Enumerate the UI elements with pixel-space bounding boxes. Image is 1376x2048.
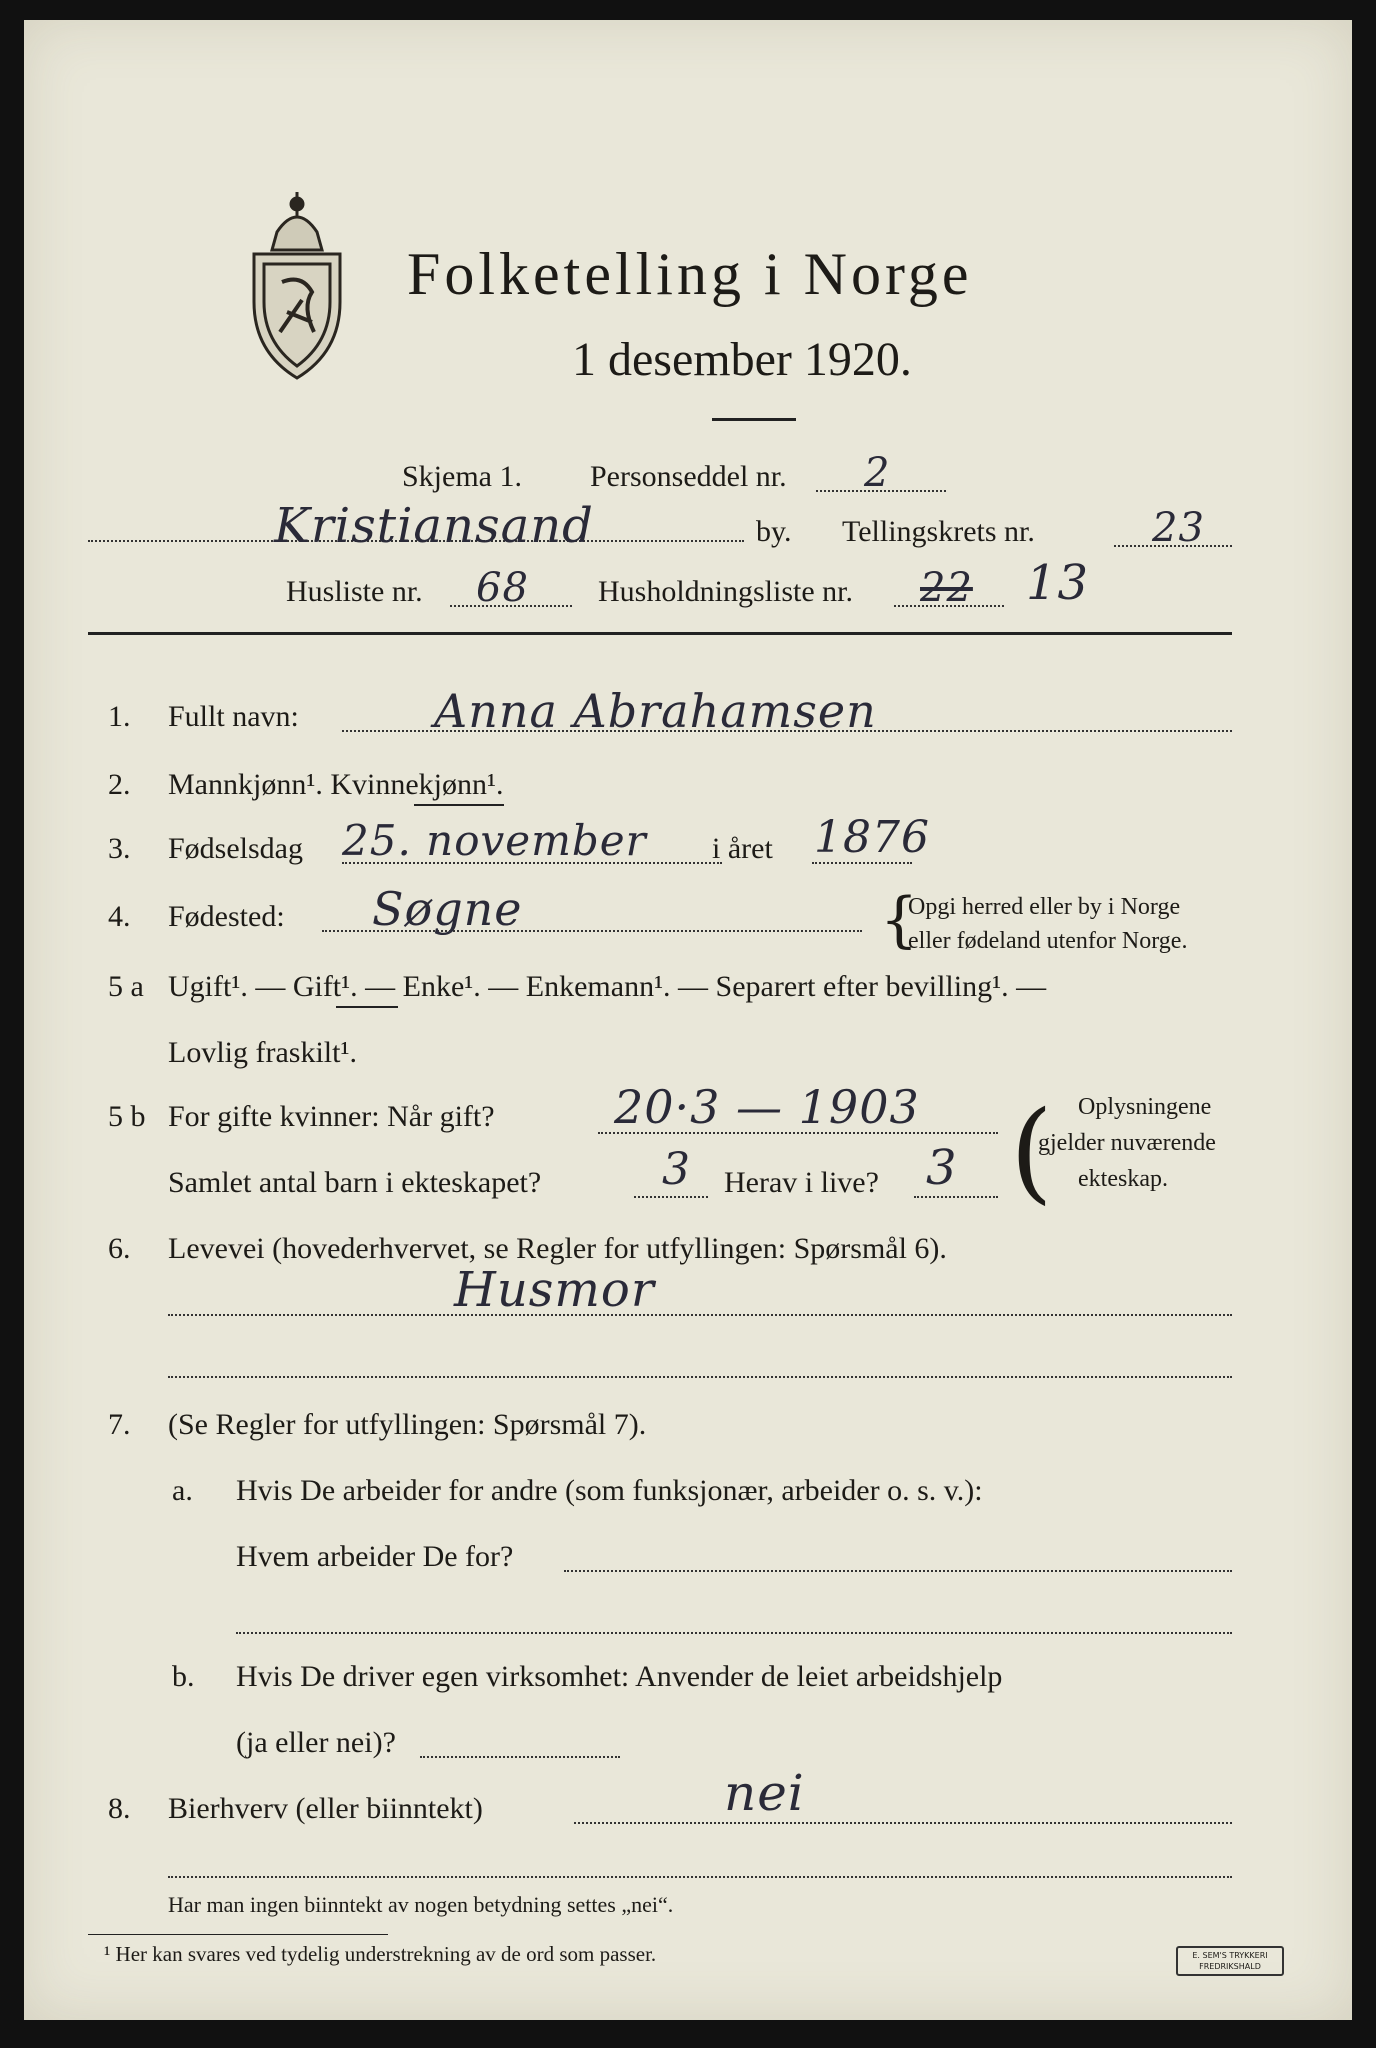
skjema-label: Skjema 1. <box>402 460 522 493</box>
q5b-children-label: Samlet antal barn i ekteskapet? <box>168 1166 542 1199</box>
q5b-children-dots <box>634 1196 708 1198</box>
husliste-value[interactable]: 68 <box>476 565 529 611</box>
by-label: by. <box>756 515 792 548</box>
q2-number: 2. <box>108 768 131 801</box>
q7b-number: b. <box>172 1660 195 1693</box>
personseddel-value[interactable]: 2 <box>864 450 891 496</box>
q5a-label: Ugift¹. — Gift¹. — Enke¹. — Enkemann¹. — Separert efter bevilling¹. — <box>168 970 1047 1003</box>
q8-number: 8. <box>108 1792 131 1825</box>
q6-dots-2 <box>168 1376 1232 1378</box>
birthday-value[interactable]: 25. november <box>342 816 647 865</box>
q4-label: Fødested: <box>168 900 285 933</box>
q7a-label: Hvis De arbeider for andre (som funksjonær, arbeider o. s. v.): <box>236 1474 983 1507</box>
q5b-label: For gifte kvinner: Når gift? <box>168 1100 495 1133</box>
q5b-alive-dots <box>914 1196 998 1198</box>
by-value[interactable]: Kristiansand <box>274 498 594 554</box>
q2-label: Mannkjønn¹. Kvinnekjønn¹. <box>168 768 504 801</box>
husliste-label: Husliste nr. <box>286 575 423 608</box>
footnote: ¹ Her kan svares ved tydelig understrekning av de ord som passer. <box>104 1942 657 1966</box>
tellingskrets-label: Tellingskrets nr. <box>842 515 1035 548</box>
q5b-alive-label: Herav i live? <box>724 1166 879 1199</box>
birthplace-value[interactable]: Søgne <box>372 882 523 936</box>
q1-number: 1. <box>108 700 131 733</box>
q6-dots-1 <box>168 1314 1232 1316</box>
q8-dots-1 <box>574 1822 1232 1824</box>
personseddel-label: Personseddel nr. <box>590 460 787 493</box>
full-name-value[interactable]: Anna Abrahamsen <box>434 684 877 738</box>
children-count-value[interactable]: 3 <box>662 1144 691 1195</box>
husholdning-label: Husholdningsliste nr. <box>598 575 854 608</box>
birth-year-value[interactable]: 1876 <box>814 812 930 863</box>
side-income-value[interactable]: nei <box>724 1764 805 1822</box>
q7a-dots-1 <box>564 1570 1232 1572</box>
children-alive-value[interactable]: 3 <box>926 1140 958 1196</box>
footnote-rule <box>88 1934 388 1935</box>
q4-number: 4. <box>108 900 131 933</box>
coat-of-arms-icon <box>242 182 352 382</box>
q7a-number: a. <box>172 1474 193 1507</box>
census-form <box>24 20 1352 2020</box>
q4-note-2: eller fødeland utenfor Norge. <box>908 928 1188 954</box>
q4-note-1: Opgi herred eller by i Norge <box>908 894 1181 920</box>
q5b-number: 5 b <box>108 1100 146 1133</box>
form-date: 1 desember 1920. <box>572 333 912 386</box>
q5b-note-2: gjelder nuværende <box>1038 1130 1216 1156</box>
printer-stamp: E. SEM'S TRYKKERI FREDRIKSHALD <box>1176 1946 1284 1976</box>
header-rule <box>88 632 1232 635</box>
q7b-label-2: (ja eller nei)? <box>236 1726 396 1759</box>
q5a-label-2: Lovlig fraskilt¹. <box>168 1036 357 1069</box>
q4-brace: { <box>880 885 919 955</box>
footer-note: Har man ingen biinntekt av nogen betydning settes „nei“. <box>168 1892 674 1917</box>
q5b-note-3: ekteskap. <box>1078 1166 1168 1192</box>
q7a-dots-2 <box>236 1632 1232 1634</box>
q3-year-label: i året <box>712 832 773 865</box>
q6-number: 6. <box>108 1232 131 1265</box>
q7b-label: Hvis De driver egen virksomhet: Anvender de leiet arbeidshjelp <box>236 1660 1003 1693</box>
q3-number: 3. <box>108 832 131 865</box>
occupation-value[interactable]: Husmor <box>454 1262 655 1318</box>
husholdning-value-struck: 22 <box>920 565 973 611</box>
q7-number: 7. <box>108 1408 131 1441</box>
q8-label: Bierhverv (eller biinntekt) <box>168 1792 483 1825</box>
q5a-number: 5 a <box>108 970 144 1003</box>
q5a-underline <box>336 1006 398 1008</box>
q7a-label-2: Hvem arbeider De for? <box>236 1540 514 1573</box>
q3-label: Fødselsdag <box>168 832 303 865</box>
tellingskrets-value[interactable]: 23 <box>1152 505 1205 551</box>
q6-label: Levevei (hovederhvervet, se Regler for utfyllingen: Spørsmål 6). <box>168 1232 947 1265</box>
title-divider <box>712 418 796 421</box>
q7-label: (Se Regler for utfyllingen: Spørsmål 7). <box>168 1408 647 1441</box>
marriage-date-value[interactable]: 20·3 — 1903 <box>614 1080 920 1134</box>
q8-dots-2 <box>168 1876 1232 1878</box>
q7b-dots <box>420 1756 620 1758</box>
q1-label: Fullt navn: <box>168 700 299 733</box>
husholdning-value[interactable]: 13 <box>1026 555 1090 611</box>
form-title: Folketelling i Norge <box>407 241 973 307</box>
q2-underline <box>414 804 504 806</box>
q5b-note-1: Oplysningene <box>1078 1094 1212 1120</box>
q5b-brace: ( <box>1010 1087 1053 1215</box>
